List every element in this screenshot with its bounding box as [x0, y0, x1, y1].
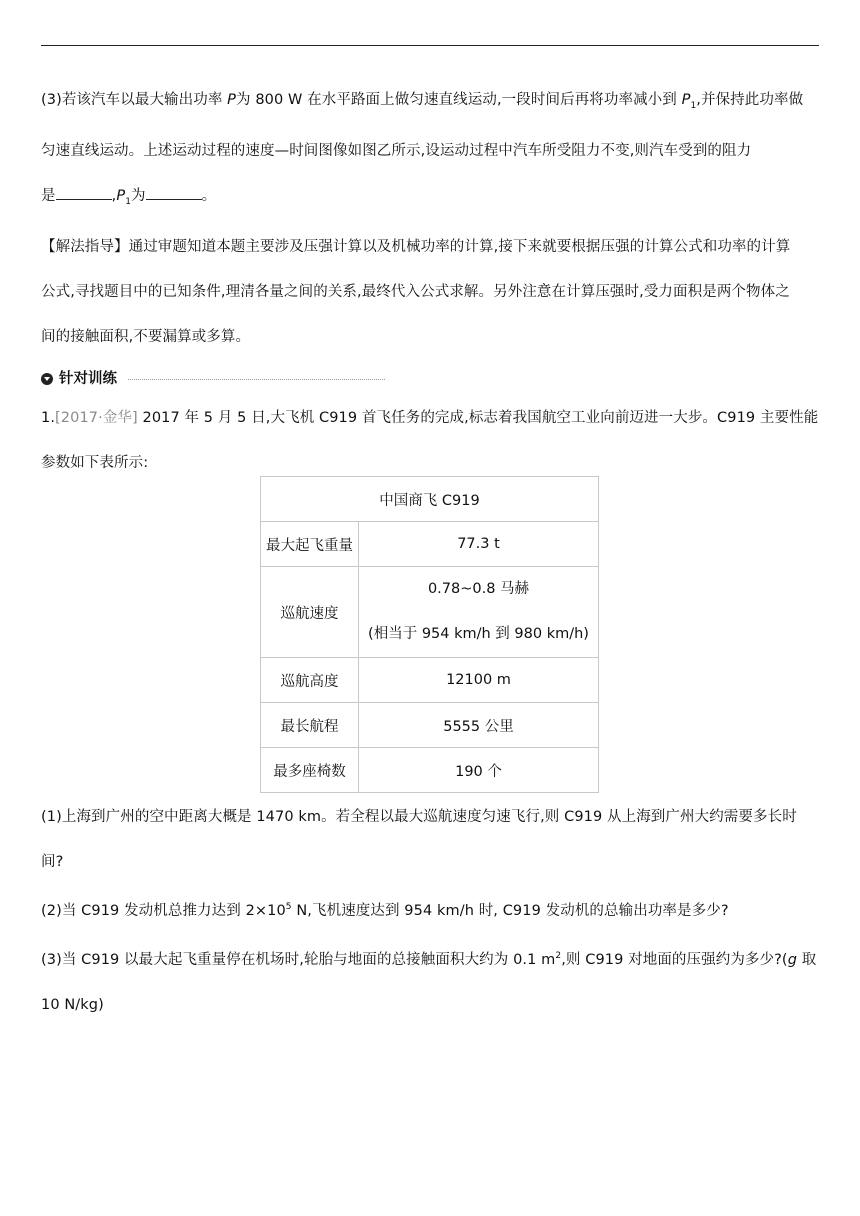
section-title: 针对训练: [59, 370, 117, 387]
q3-text-e: ,: [111, 187, 117, 204]
question-3-line-2: 10 N/kg): [41, 996, 104, 1013]
question-2: [41, 885, 819, 934]
q3-text-c: ,并保持此功率做: [696, 92, 804, 108]
triangle-down-circle-icon: [41, 373, 53, 385]
header-rule: [41, 45, 819, 46]
guide-line-1: [41, 225, 819, 270]
guide-line-3: 间的接触面积,不要漏算或多算。: [41, 328, 251, 345]
q2-text-a: (2)当 C919 发动机总推力达到 2×10: [41, 902, 286, 919]
q3-exponent: 2: [555, 950, 562, 961]
q2-text-b: N,飞机速度达到 954 km/h 时, C919 发动机的总输出功率是多少?: [291, 902, 729, 919]
q3-text-a: (3)当 C919 以最大起飞重量停在机场时,轮胎与地面的总接触面积大约为 0.1 m: [41, 951, 556, 968]
table-row: [261, 522, 599, 567]
table-key: 最大起飞重量: [261, 522, 359, 567]
table-value: 5555 公里: [359, 703, 599, 748]
q3-text-f: 为: [131, 187, 146, 204]
q3-line-2: 匀速直线运动。上述运动过程的速度—时间图像如图乙所示,设运动过程中汽车所受阻力不变,则汽车受到的阻力: [41, 142, 752, 159]
problem-source: [2017·金华]: [55, 409, 138, 426]
question-3-line-1: [41, 934, 819, 983]
table-row: [261, 567, 599, 658]
q3-text-a: (3)若该汽车以最大输出功率: [41, 92, 228, 108]
table-value: [359, 567, 599, 658]
table-value-line-1: 0.78~0.8 马赫: [427, 581, 530, 597]
symbol-p1-b-sub: 1: [125, 196, 132, 207]
section-header: [41, 364, 819, 394]
q3-line-1: [41, 78, 819, 129]
problem1-line-1: [41, 396, 819, 441]
symbol-p1-b: P: [116, 187, 126, 204]
q3-text-g: 。: [201, 187, 217, 204]
q3-text-c: 取: [797, 951, 817, 968]
guide-line-2: 公式,寻找题目中的已知条件,理清各量之间的关系,最终代入公式求解。另外注意在计算压强时,受力面积是两个物体之: [41, 283, 790, 300]
table-key: 巡航高度: [261, 658, 359, 703]
guide-text-1: 通过审题知道本题主要涉及压强计算以及机械功率的计算,接下来就要根据压强的计算公式和功率的计算: [128, 238, 791, 255]
table-key: 巡航速度: [261, 567, 359, 658]
question-1-line-1: (1)上海到广州的空中距离大概是 1470 km。若全程以最大巡航速度匀速飞行,则 C919 从上海到广州大约需要多长时: [41, 809, 797, 825]
symbol-g: g: [787, 951, 797, 968]
section-dotted-divider: [128, 379, 385, 380]
table-value-line-2: (相当于 954 km/h 到 980 km/h): [368, 626, 589, 642]
question-1-line-2: 间?: [41, 854, 64, 870]
q2-exponent: 5: [285, 902, 292, 912]
q3-text-d: 是: [41, 187, 56, 204]
spec-table: [260, 476, 599, 793]
symbol-p1: P: [681, 92, 691, 108]
q3-text-b: 为 800 W 在水平路面上做匀速直线运动,一段时间后再将功率减小到: [236, 92, 682, 108]
table-row: [261, 748, 599, 793]
table-value: 12100 m: [359, 658, 599, 703]
q3-line-3: [41, 174, 819, 225]
table-value: 77.3 t: [359, 522, 599, 567]
answer-blank-force[interactable]: [56, 185, 112, 200]
table-row: [261, 703, 599, 748]
questions: [41, 795, 819, 1028]
symbol-p1-sub: 1: [690, 100, 697, 111]
table-value: 190 个: [359, 748, 599, 793]
problem1-text-1: 2017 年 5 月 5 日,大飞机 C919 首飞任务的完成,标志着我国航空工业向前迈进一大步。C919 主要性能: [137, 409, 819, 426]
q3-text-b: ,则 C919 对地面的压强约为多少?(: [561, 951, 788, 968]
table-row: [261, 658, 599, 703]
page-content: [41, 78, 819, 486]
table-header: 中国商飞 C919: [261, 477, 599, 522]
problem1-line-2: 参数如下表所示:: [41, 454, 149, 471]
table-key: 最多座椅数: [261, 748, 359, 793]
problem-number: 1.: [41, 409, 56, 426]
table-header-row: [261, 477, 599, 522]
guide-label: 【解法指导】: [41, 238, 129, 255]
table-key: 最长航程: [261, 703, 359, 748]
symbol-p: P: [227, 92, 237, 108]
answer-blank-power[interactable]: [146, 185, 202, 200]
